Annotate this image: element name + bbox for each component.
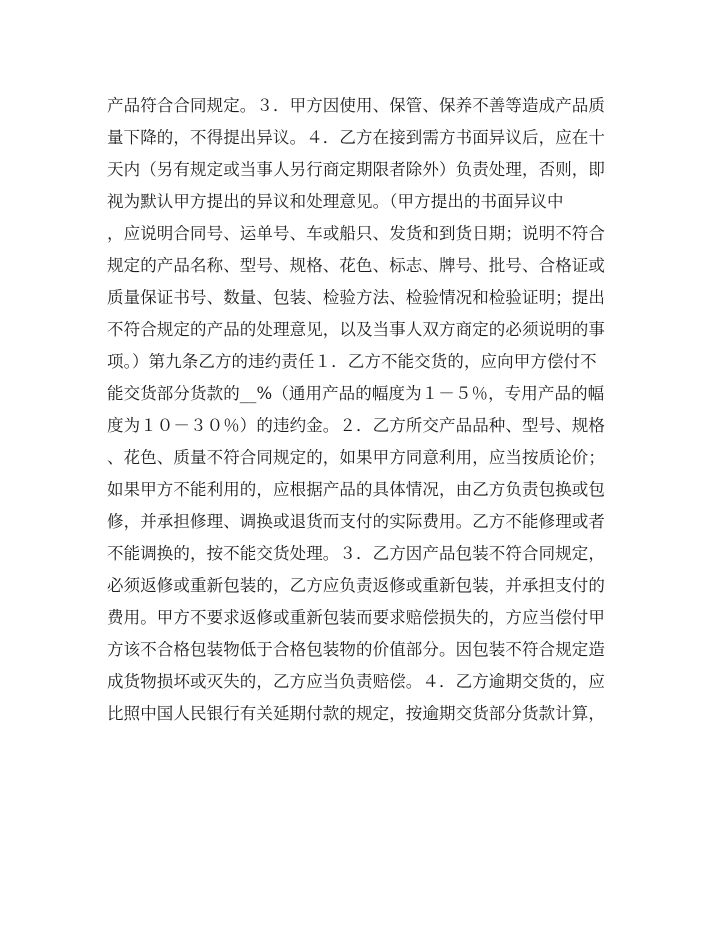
text-line: ，应说明合同号、运单号、车或船只、发货和到货日期；说明不符合: [107, 224, 605, 243]
text-line: 质量保证书号、数量、包装、检验方法、检验情况和检验证明；提出: [107, 288, 605, 307]
text-line: 不符合规定的产品的处理意见，以及当事人双方商定的必须说明的事: [107, 320, 605, 339]
text-line: 比照中国人民银行有关延期付款的规定，按逾期交货部分货款计算，: [107, 704, 605, 723]
text-line: 天内（另有规定或当事人另行商定期限者除外）负责处理，否则，即: [107, 160, 605, 179]
text-line: 项。）第九条乙方的违约责任１．乙方不能交货的，应向甲方偿付不: [107, 352, 597, 371]
text-line: 、花色、质量不符合同规定的，如果甲方同意利用，应当按质论价；: [107, 448, 605, 467]
text-line: 成货物损坏或灭失的，乙方应当负责赔偿。４．乙方逾期交货的，应: [107, 672, 605, 691]
text-line: 规定的产品名称、型号、规格、花色、标志、牌号、批号、合格证或: [107, 256, 605, 275]
text-line: 不能调换的，按不能交货处理。３．乙方因产品包装不符合同规定，: [107, 544, 605, 563]
text-line: 修，并承担修理、调换或退货而支付的实际费用。乙方不能修理或者: [107, 512, 605, 531]
contract-body-text: [107, 90, 607, 730]
text-line: 产品符合合同规定。３．甲方因使用、保管、保养不善等造成产品质: [107, 96, 605, 115]
text-line: 量下降的，不得提出异议。４．乙方在接到需方书面异议后，应在十: [107, 128, 605, 147]
text-line: 视为默认甲方提出的异议和处理意见。（甲方提出的书面异议中: [107, 192, 564, 211]
text-line: 必须返修或重新包装的，乙方应负责返修或重新包装，并承担支付的: [107, 576, 605, 595]
text-line: 费用。甲方不要求返修或重新包装而要求赔偿损失的，方应当偿付甲: [107, 608, 605, 627]
text-line: 能交货部分货款的__%（通用产品的幅度为１－５％，专用产品的幅: [107, 384, 605, 403]
text-line: 方该不合格包装物低于合格包装物的价值部分。因包装不符合规定造: [107, 640, 605, 659]
text-line: 度为１０－３０％）的违约金。２．乙方所交产品品种、型号、规格: [107, 416, 605, 435]
text-line: 如果甲方不能利用的，应根据产品的具体情况，由乙方负责包换或包: [107, 480, 605, 499]
